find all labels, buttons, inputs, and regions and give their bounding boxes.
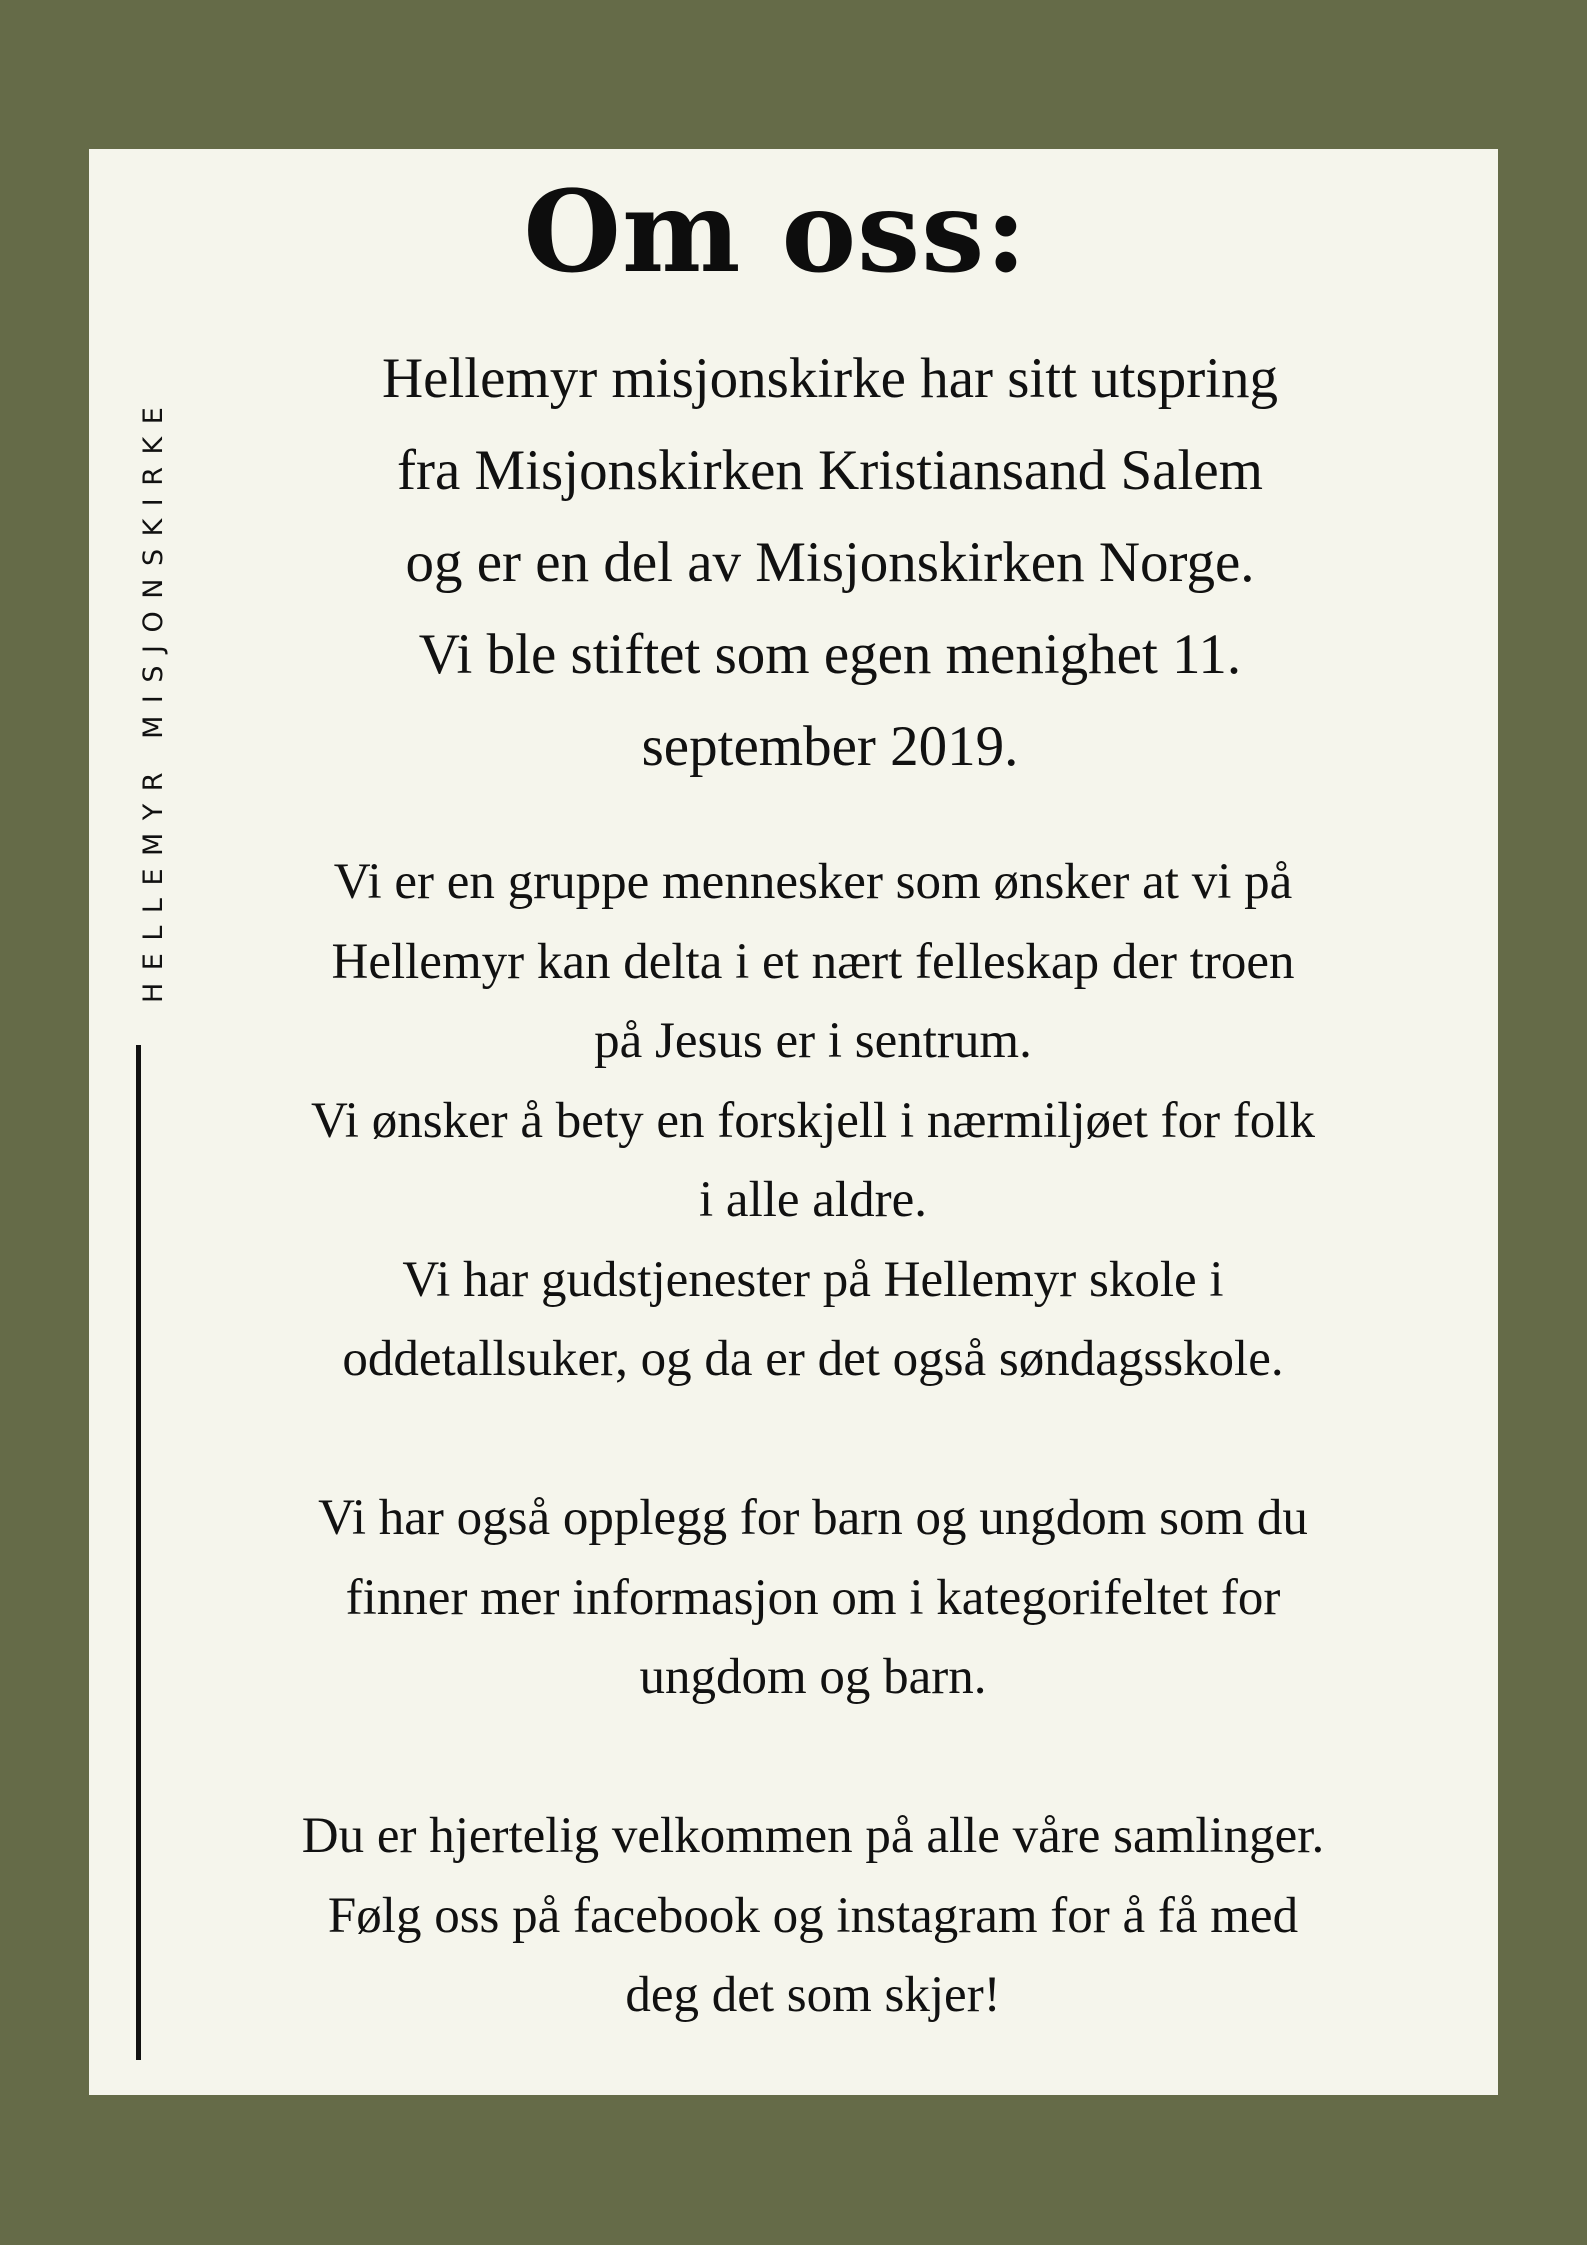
intro-line: fra Misjonskirken Kristiansand Salem — [397, 439, 1263, 502]
body-line: Vi har gudstjenester på Hellemyr skole i — [402, 1251, 1224, 1308]
intro-line: Hellemyr misjonskirke har sitt utspring — [381, 347, 1279, 410]
body-line: finner mer informasjon om i kategorifeltet for — [345, 1569, 1281, 1626]
body-line: oddetallsuker, og da er det også søndagsskole. — [342, 1331, 1284, 1387]
body-line: ungdom og barn. — [639, 1649, 987, 1705]
intro-line: Vi ble stiftet som egen menighet 11. — [418, 623, 1242, 686]
intro-line: september 2019. — [641, 715, 1019, 778]
paragraph-spacer — [154, 1718, 1472, 1798]
intro-paragraph — [200, 333, 1460, 793]
intro-line: og er en del av Misjonskirken Norge. — [405, 531, 1255, 594]
body-text — [154, 843, 1472, 2036]
page-title: Om oss: — [523, 167, 1028, 298]
body-line: på Jesus er i sentrum. — [594, 1013, 1032, 1069]
body-line: deg det som skjer! — [625, 1967, 1001, 2023]
body-line: Vi har også opplegg for barn og ungdom som du — [318, 1490, 1308, 1546]
body-line: Vi ønsker å bety en forskjell i nærmiljøet for folk — [311, 1092, 1315, 1149]
body-line: Vi er en gruppe mennesker som ønsker at vi på — [333, 854, 1293, 910]
paragraph-spacer — [154, 1400, 1472, 1480]
side-label: HELLEMYR MISJONSKIRKE — [138, 394, 169, 1003]
side-divider-line — [136, 1045, 141, 2060]
body-line: Hellemyr kan delta i et nært felleskap der troen — [331, 933, 1295, 990]
body-line: Følg oss på facebook og instagram for å få med — [327, 1887, 1299, 1944]
body-line: i alle aldre. — [699, 1172, 927, 1228]
body-line: Du er hjertelig velkommen på alle våre samlinger. — [301, 1808, 1325, 1864]
